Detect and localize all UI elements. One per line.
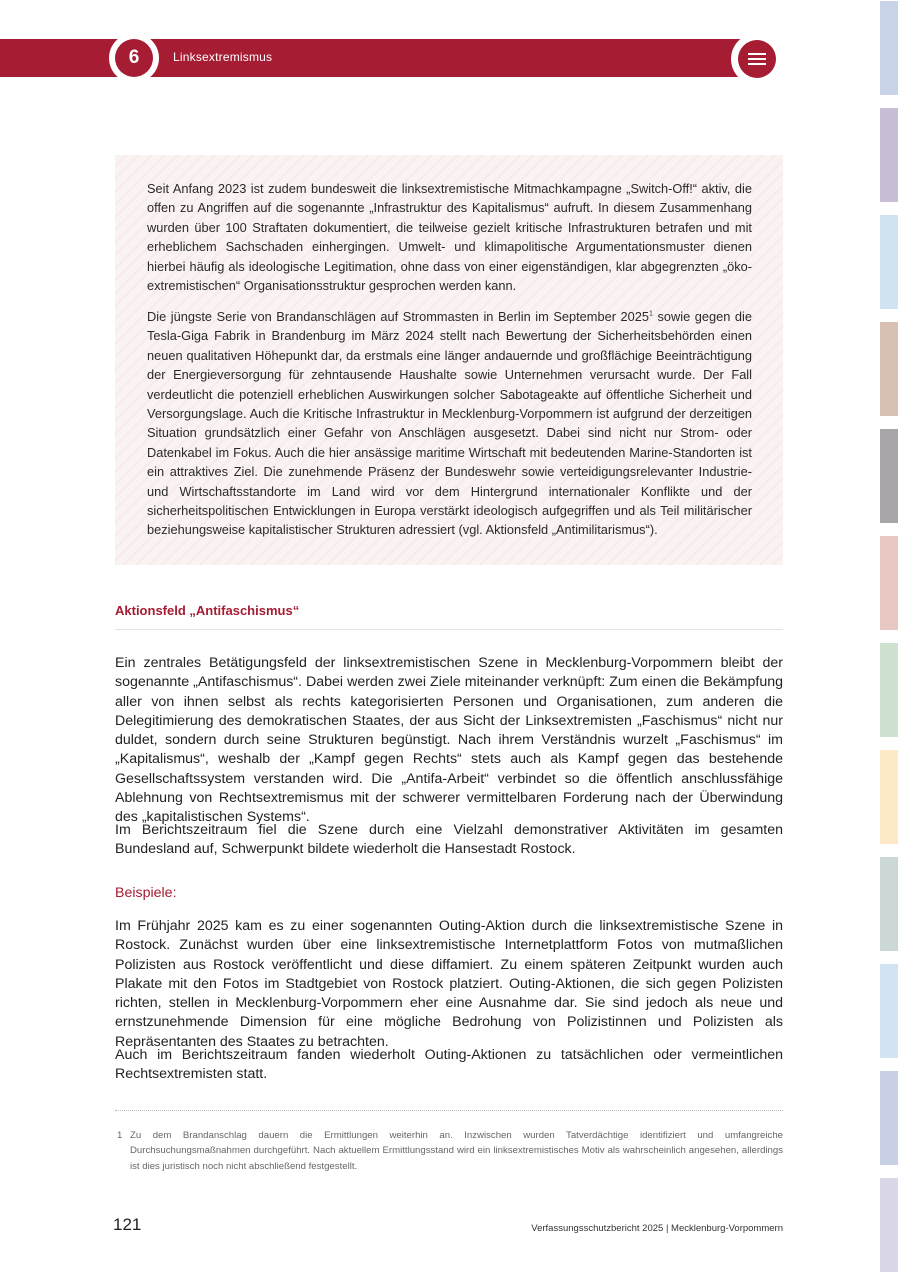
examples-heading: Beispiele:	[115, 885, 177, 901]
chapter-title: Linksextremismus	[173, 50, 273, 64]
info-paragraph-2-text-b: sowie gegen die Tesla-Giga Fabrik in Brandenburg im März 2024 stellt nach Bewertung der Sicherheitsbehörden einen neuen qualitativen Höhepunkt dar, da erstmals eine länger andauernde und großflächige Beeinträchtigung der Energieversorgung für zehntausende Haushalte sowie Unternehmen verursacht wurde. Der Fall verdeutlicht die potenziell erheblichen Auswirkungen solcher Sabotageakte auf öffentliche Sicherheit und Versorgungslage. Auch die Kritische Infrastruktur in Mecklenburg-Vorpommern ist aufgrund der derzeitigen Situation grundsätzlich einer Gefahr von Anschlägen ausgesetzt. Dabei sind nicht nur Strom- oder Datenkabel im Fokus. Auch die hier ansässige maritime Wirtschaft mit bedeutenden Marine-Standorten ist ein attraktives Ziel. Die zunehmende Präsenz der Bundeswehr sowie verteidigungsrelevanter Industrie- und Wirtschaftsstandorte im Land wird vor dem Hintergrund internationaler Konflikte und der sicherheitspolitischen Entwicklungen in Europa verstärkt ideologisch aufgegriffen und als Teil militärischer beziehungsweise kapitalistischer Strukturen adressiert (vgl. Aktionsfeld „Antimilitarismus“).	[147, 309, 752, 538]
footnote-divider	[115, 1110, 783, 1111]
info-paragraph-2	[147, 307, 752, 540]
chapter-tab-5[interactable]	[880, 429, 898, 523]
chapter-number: 6	[115, 39, 153, 77]
hamburger-icon-line	[748, 63, 766, 65]
chapter-tab-4[interactable]	[880, 322, 898, 416]
info-paragraph-2-text-a: Die jüngste Serie von Brandanschlägen auf Strommasten in Berlin im September 2025	[147, 309, 649, 324]
chapter-tab-7[interactable]	[880, 643, 898, 737]
footnote-number: 1	[117, 1130, 123, 1141]
hamburger-icon-line	[748, 58, 766, 60]
info-box	[115, 155, 783, 565]
body-paragraph-1: Ein zentrales Betätigungsfeld der linksextremistischen Szene in Mecklenburg-Vorpommern bleibt der sogenannte „Antifaschismus“. Dabei werden zwei Ziele miteinander verknüpft: Zum einen die Bekämpfung aller von ihnen selbst als rechts kategorisierten Personen und Organisationen, zum anderen die Delegitimierung des demokratischen Staates, der aus Sicht der Linksextremisten „Faschismus“ nicht nur duldet, sondern durch seine Strukturen begünstigt. Nach ihrem Verständnis wurzelt „Faschismus“ im „Kapitalismus“, weshalb der „Kampf gegen Rechts“ stets auch als Kampf gegen das bestehende Gesellschaftssystem verstanden wird. Die „Antifa-Arbeit“ verbindet so die öffentlich anschlussfähige Ablehnung von Rechtsextremismus mit der schwerer vermittelbaren Forderung nach der Überwindung des „kapitalistischen Systems“.	[115, 655, 783, 826]
body-paragraph-3: Im Frühjahr 2025 kam es zu einer sogenannten Outing-Aktion durch die linksextremistische Szene in Rostock. Zunächst wurden über eine linksextremistische Internetplattform Fotos von mutmaßlichen Polizisten aus Rostock veröffentlicht und diese diffamiert. Zu einem späteren Zeitpunkt wurden auch Plakate mit den Fotos im Stadtgebiet von Rostock platziert. Outing-Aktionen, die sich gegen Polizisten richten, stellen in Mecklenburg-Vorpommern eher eine Ausnahme dar. Sie sind jedoch als neue und ernstzunehmende Dimension für eine mögliche Bedrohung von Polizistinnen und Polizisten als Repräsentanten des Staates zu betrachten.	[115, 918, 783, 1050]
chapter-badge	[109, 33, 159, 83]
footnote-text: Zu dem Brandanschlag dauern die Ermittlungen weiterhin an. Inzwischen wurden Tatverdächtige identifiziert und umfangreiche Durchsuchungsmaßnahmen durchgeführt. Nach aktuellem Ermittlungsstand wird ein linksextremistisches Motiv als wahrscheinlich angesehen, allerdings ist dies juristisch noch nicht abschließend festgestellt.	[130, 1130, 783, 1172]
chapter-tab-2[interactable]	[880, 108, 898, 202]
chapter-tab-12[interactable]	[880, 1178, 898, 1272]
footnote-reference[interactable]: 1	[649, 310, 653, 318]
menu-button[interactable]	[738, 40, 776, 78]
chapter-tab-8[interactable]	[880, 750, 898, 844]
chapter-tab-1[interactable]	[880, 1, 898, 95]
publication-footer: Verfassungsschutzbericht 2025 | Mecklenburg-Vorpommern	[531, 1223, 783, 1234]
body-paragraph-4: Auch im Berichtszeitraum fanden wiederholt Outing-Aktionen zu tatsächlichen oder vermeintlichen Rechtsextremisten statt.	[115, 1047, 783, 1083]
body-paragraph-2: Im Berichtszeitraum fiel die Szene durch eine Vielzahl demonstrativer Aktivitäten im gesamten Bundesland auf, Schwerpunkt bildete wiederholt die Hansestadt Rostock.	[115, 822, 783, 858]
info-paragraph-1: Seit Anfang 2023 ist zudem bundesweit die linksextremistische Mitmachkampagne „Switch-Off!“ aktiv, die offen zu Angriffen auf die sogenannte „Infrastruktur des Kapitalismus“ aufruft. In diesem Zusammenhang wurden über 100 Straftaten dokumentiert, die teilweise gezielt kritische Infrastrukturen betrafen und mit erheblichem Sachschaden einhergingen. Umwelt- und klimapolitische Argumentationsmuster dienen hierbei häufig als ideologische Legitimation, ohne dass von einer eigenständigen, klar abgegrenzten „öko-extremistischen“ Organisationsstruktur gesprochen werden kann.	[147, 181, 752, 294]
chapter-tab-3[interactable]	[880, 215, 898, 309]
section-heading: Aktionsfeld „Antifaschismus“	[115, 603, 300, 618]
chapter-tab-10[interactable]	[880, 964, 898, 1058]
hamburger-icon	[748, 53, 766, 55]
chapter-tab-11[interactable]	[880, 1071, 898, 1165]
page-number: 121	[113, 1215, 142, 1234]
chapter-tab-9[interactable]	[880, 857, 898, 951]
section-divider	[115, 629, 783, 630]
chapter-tab-6[interactable]	[880, 536, 898, 630]
menu-button-ring	[731, 33, 783, 85]
